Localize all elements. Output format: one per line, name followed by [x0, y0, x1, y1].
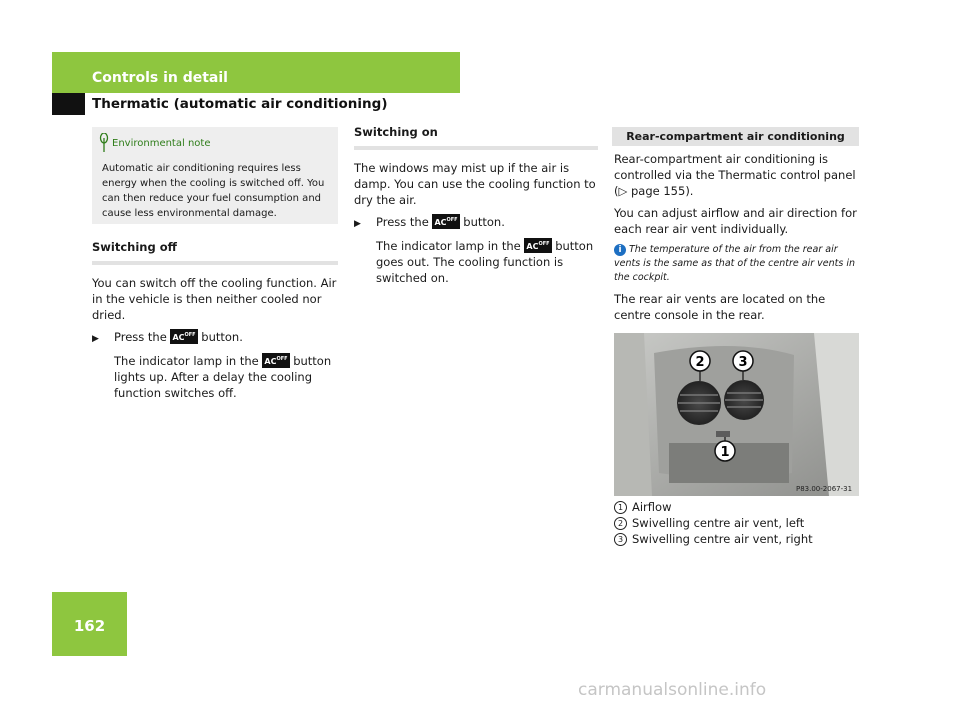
- ac-off-button-icon: $AC^{OFF}$: [432, 214, 459, 229]
- switching-off-step: [92, 329, 338, 347]
- result-text-end: button lights up. After a delay the cooling function switches off.: [114, 354, 332, 400]
- legend-item: 1 Airflow: [614, 499, 860, 515]
- switching-off-section: [92, 239, 338, 401]
- photo-callout-3: [733, 351, 753, 371]
- rear-paragraph-3: The rear air vents are located on the centre console in the rear.: [614, 292, 826, 322]
- ac-off-button-icon: $AC^{OFF}$: [262, 353, 289, 368]
- heading-rule: [354, 146, 598, 150]
- rear-vents-photo: [614, 333, 859, 496]
- watermark: carmanualsonline.info: [578, 680, 767, 700]
- step-text: Press the: [376, 215, 429, 229]
- svg-text:1: 1: [720, 445, 730, 460]
- page-title: Thermatic (automatic air conditioning): [92, 96, 388, 112]
- switching-off-result: [92, 353, 338, 401]
- photo-code: P83.00-2067-31: [796, 485, 853, 493]
- rear-compartment-heading: Rear-compartment air conditioning: [612, 127, 859, 146]
- page-number: 162: [73, 617, 106, 635]
- rear-paragraph-2: You can adjust airflow and air direction for each rear air vent individually.: [614, 206, 857, 236]
- switching-on-intro: The windows may mist up if the air is damp. You can use the cooling function to dry the air.: [354, 161, 596, 207]
- svg-text:2: 2: [695, 355, 705, 370]
- leaf-icon: [99, 133, 109, 153]
- legend-item: 3 Swivelling centre air vent, right: [614, 531, 860, 547]
- result-text: The indicator lamp in the: [114, 354, 259, 368]
- photo-callout-1: [715, 441, 735, 461]
- switching-on-result: [354, 238, 598, 286]
- photo-callout-2: [690, 351, 710, 371]
- heading-rule: [92, 261, 338, 265]
- step-text-end: button.: [463, 215, 505, 229]
- ac-off-button-icon: $AC^{OFF}$: [524, 238, 551, 253]
- result-text: The indicator lamp in the: [376, 239, 521, 253]
- switching-on-heading: Switching on: [354, 125, 438, 139]
- arrow-icon: ▶: [92, 334, 99, 344]
- rear-compartment-section: [614, 151, 860, 329]
- photo-legend: [614, 499, 860, 547]
- switching-on-section: [354, 124, 598, 286]
- environmental-note-text: Automatic air conditioning requires less energy when the cooling is switched off. You can then reduce your fuel consumption and cause less environmental damage.: [102, 163, 325, 219]
- switching-on-step: [354, 214, 598, 232]
- section-title: Controls in detail: [92, 70, 228, 86]
- rear-paragraph-1: Rear-compartment air conditioning is controlled via the Thermatic control panel (▷ page 155).: [614, 152, 856, 198]
- step-text: Press the: [114, 330, 167, 344]
- step-text-end: button.: [201, 330, 243, 344]
- info-icon: i: [614, 244, 626, 256]
- legend-item: 2 Swivelling centre air vent, left: [614, 515, 860, 531]
- ac-off-button-icon: $AC^{OFF}$: [170, 329, 197, 344]
- switching-off-intro: You can switch off the cooling function. Air in the vehicle is then neither cooled nor dried.: [92, 276, 337, 322]
- environmental-note-heading: Environmental note: [112, 138, 211, 149]
- info-note: [614, 243, 860, 285]
- info-text: The temperature of the air from the rear air vents is the same as that of the centre air vents in the cockpit.: [614, 244, 855, 283]
- header-tab: [52, 93, 85, 115]
- arrow-icon: ▶: [354, 219, 361, 229]
- switching-off-heading: Switching off: [92, 240, 177, 254]
- result-text-end: button goes out. The cooling function is switched on.: [376, 239, 594, 285]
- svg-text:3: 3: [738, 355, 748, 370]
